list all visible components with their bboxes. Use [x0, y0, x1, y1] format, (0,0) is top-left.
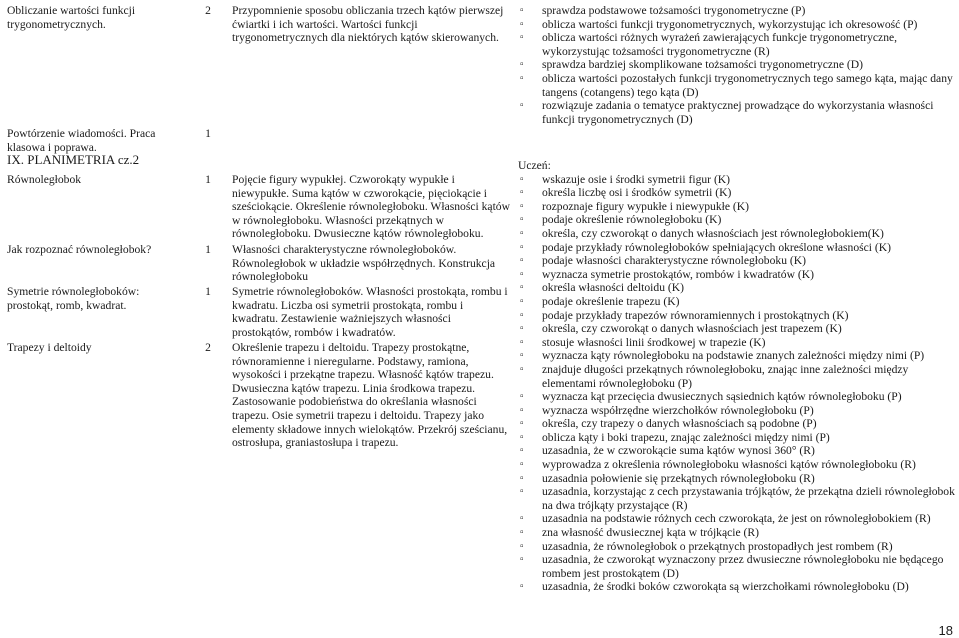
student-label: Uczeń:: [518, 159, 551, 172]
student-outcome-item: ▫ zna własność dwusiecznej kąta w trójkącie (R): [518, 526, 958, 540]
outcome-item: ▫ oblicza wartości funkcji trygonometrycznych, wykorzystując ich okresowość (P): [518, 18, 958, 32]
student-outcome-item: ▫ podaje określenie równoległoboku (K): [518, 213, 958, 227]
student-outcome-item: ▫ określa własności deltoidu (K): [518, 281, 958, 295]
student-outcome-item: ▫ wskazuje osie i środki symetrii figur (K): [518, 173, 958, 187]
section-title: IX. PLANIMETRIA cz.2: [7, 152, 140, 167]
topic-top: Obliczanie wartości funkcji trygonometrycznych.: [7, 4, 136, 31]
student-outcome-item: ▫ uzasadnia, że środki boków czworokąta są wierzchołkami równoległoboku (D): [518, 580, 958, 594]
student-outcome-item: ▫ wyznacza kąt przecięcia dwusiecznych sąsiednich kątów równoległoboku (P): [518, 390, 958, 404]
student-outcome-item: ▫ uzasadnia, korzystając z cech przystawania trójkątów, że przekątna dzieli równoległobok na dwa trójkąty przystające (R): [518, 485, 958, 512]
outcome-item: ▫ oblicza wartości różnych wyrażeń zawierających funkcje trygonometryczne, wykorzystując tożsamości trygonometryczne (R): [518, 31, 958, 58]
topic-review: Powtórzenie wiadomości. Praca klasowa i poprawa.: [7, 127, 156, 154]
student-outcome-item: ▫ znajduje długości przekątnych równoległoboku, znając inne zależności między elementami równoległoboku (P): [518, 363, 958, 390]
hours-row-3: 1: [205, 285, 211, 298]
outcome-item: ▫ sprawdza bardziej skomplikowane tożsamości trygonometryczne (D): [518, 58, 958, 72]
student-outcomes: [518, 159, 958, 594]
student-outcome-item: ▫ uzasadnia, że w czworokącie suma kątów wynosi 360° (R): [518, 444, 958, 458]
student-outcome-item: ▫ oblicza kąty i boki trapezu, znając zależności między nimi (P): [518, 431, 958, 445]
student-outcome-item: ▫ określa liczbę osi i środków symetrii (K): [518, 186, 958, 200]
student-outcome-item: ▫ uzasadnia, że równoległobok o przekątnych prostopadłych jest rombem (R): [518, 540, 958, 554]
content-row-4: Określenie trapezu i deltoidu. Trapezy prostokątne, równoramienne i nieregularne. Podstawy, ramiona, wysokości i przekątne trapezu. Własność kątów trapezu. Dwusieczna kątów trapezu. Linia środkowa trapezu. Zastosowanie podobieństwa do określania własności trapezu. Osie symetrii trapezu i deltoidu. Trapezy jako elementy składowe innych wielokątów. Przekrój sześcianu, ostrosłupa, graniastosłupa i trapezu.: [232, 341, 508, 450]
outcomes-top: [518, 4, 958, 126]
topic-row-2: Jak rozpoznać równoległobok?: [7, 243, 152, 256]
student-outcome-item: ▫ podaje przykłady równoległoboków spełniających określone własności (K): [518, 241, 958, 255]
student-outcome-item: ▫ określa, czy trapezy o danych własnościach są podobne (P): [518, 417, 958, 431]
student-outcome-item: ▫ rozpoznaje figury wypukłe i niewypukłe (K): [518, 200, 958, 214]
student-outcome-item: ▫ podaje własności charakterystyczne równoległoboku (K): [518, 254, 958, 268]
student-outcome-item: ▫ określa, czy czworokąt o danych własnościach jest trapezem (K): [518, 322, 958, 336]
student-outcome-item: ▫ uzasadnia, że czworokąt wyznaczony przez dwusieczne równoległoboku nie będącego rombem jest prostokątem (D): [518, 553, 958, 580]
student-outcome-item: ▫ wyprowadza z określenia równoległoboku własności kątów równoległoboku (R): [518, 458, 958, 472]
content-row-3: Symetrie równoległoboków. Własności prostokąta, rombu i kwadratu. Liczba osi symetrii prostokąta, rombu i kwadratu. Zestawienie ważniejszych własności prostokątów, rombów i kwadratów.: [232, 285, 508, 339]
page-number: 18: [938, 623, 953, 638]
student-outcome-item: ▫ wyznacza współrzędne wierzchołków równoległoboku (P): [518, 404, 958, 418]
hours-review: 1: [205, 127, 211, 140]
topic-row-4: Trapezy i deltoidy: [7, 341, 92, 354]
outcome-item: ▫ sprawdza podstawowe tożsamości trygonometryczne (P): [518, 4, 958, 18]
student-outcome-item: ▫ stosuje własności linii środkowej w trapezie (K): [518, 336, 958, 350]
outcome-item: ▫ rozwiązuje zadania o tematyce praktycznej prowadzące do wykorzystania własności funkcji trygonometrycznych (D): [518, 99, 958, 126]
student-outcome-item: ▫ podaje określenie trapezu (K): [518, 295, 958, 309]
topic-row-1: Równoległobok: [7, 173, 82, 186]
student-outcome-item: ▫ uzasadnia połowienie się przekątnych równoległoboku (R): [518, 472, 958, 486]
hours-row-1: 1: [205, 173, 211, 186]
outcome-item: ▫ oblicza wartości pozostałych funkcji trygonometrycznych tego samego kąta, mając dany tangens (cotangens) tego kąta (D): [518, 72, 958, 99]
student-outcome-item: ▫ podaje przykłady trapezów równoramiennych i prostokątnych (K): [518, 309, 958, 323]
content-row-1: Pojęcie figury wypukłej. Czworokąty wypukłe i niewypukłe. Suma kątów w czworokącie, pięciokącie i sześciokącie. Określenie równoległoboku. Własności kątów w równoległoboku. Własności przekątnych w równoległoboku. Dwusieczne kątów równoległoboku.: [232, 173, 510, 241]
student-outcome-item: ▫ uzasadnia na podstawie różnych cech czworokąta, że jest on równoległobokiem (R): [518, 512, 958, 526]
student-outcome-item: ▫ wyznacza kąty równoległoboku na podstawie znanych zależności między nimi (P): [518, 349, 958, 363]
student-outcome-item: ▫ wyznacza symetrie prostokątów, rombów i kwadratów (K): [518, 268, 958, 282]
topic-row-3: Symetrie równoległoboków: prostokąt, romb, kwadrat.: [7, 285, 140, 312]
hours-row-2: 1: [205, 243, 211, 256]
hours-top: 2: [205, 4, 211, 17]
content-row-2: Własności charakterystyczne równoległoboków. Równoległobok w układzie współrzędnych. Konstrukcja równoległoboku: [232, 243, 496, 284]
student-outcome-item: ▫ określa, czy czworokąt o danych własnościach jest równoległobokiem(K): [518, 227, 958, 241]
hours-row-4: 2: [205, 341, 211, 354]
content-top: Przypomnienie sposobu obliczania trzech kątów pierwszej ćwiartki i ich wartości. Wartości funkcji trygonometrycznych dla niektórych kątów skierowanych.: [232, 4, 504, 45]
